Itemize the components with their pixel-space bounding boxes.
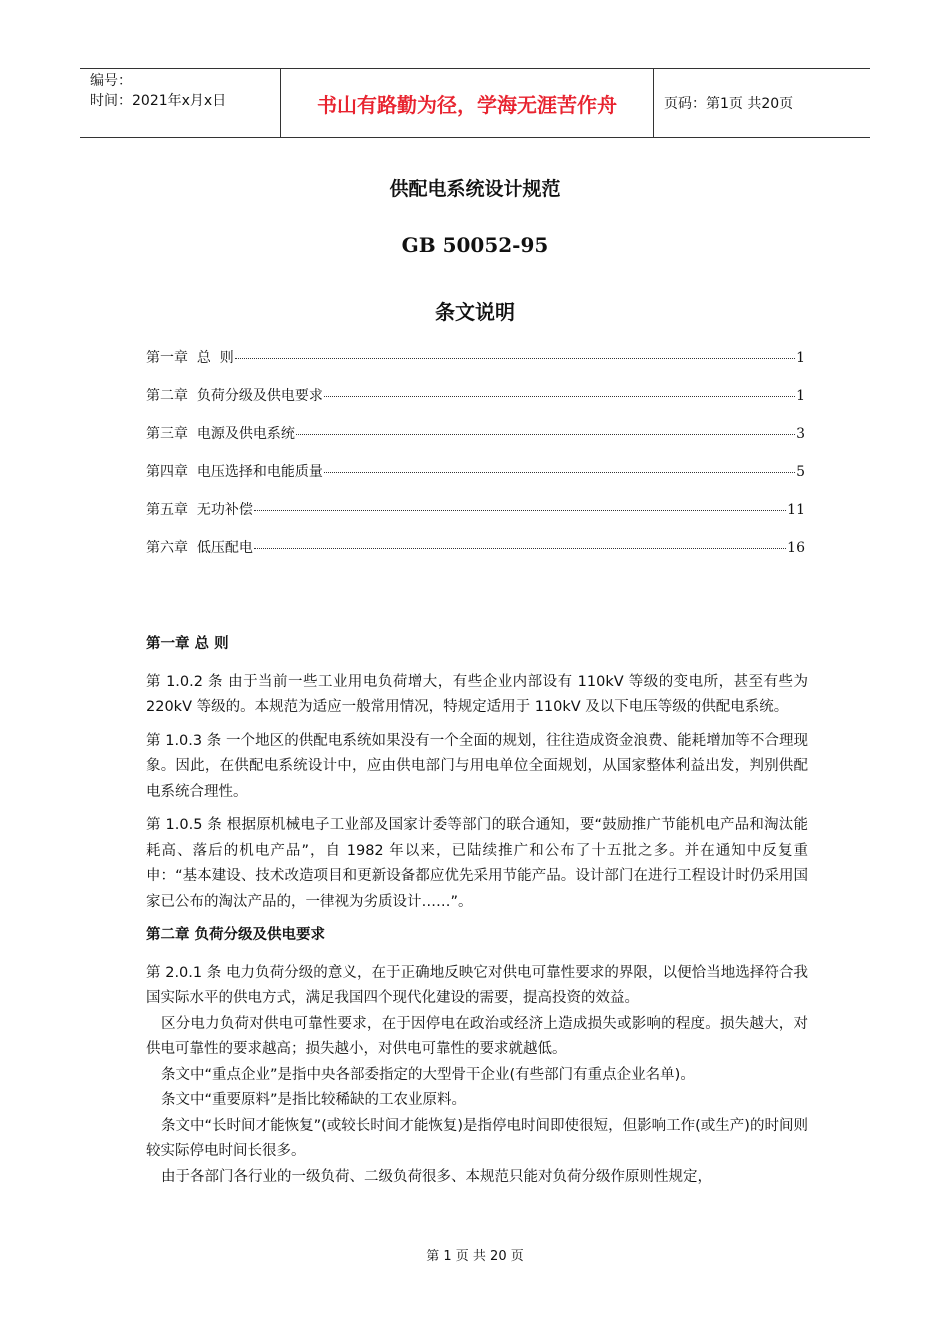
toc-entry[interactable] xyxy=(146,461,805,499)
toc-entry-label: 第三章 电源及供电系统 xyxy=(146,426,295,442)
toc-entry-label: 第六章 低压配电 xyxy=(146,540,253,556)
toc-leader xyxy=(324,396,795,397)
table-of-contents xyxy=(146,347,805,575)
clause-1-0-3: 第 1.0.3 条 一个地区的供配电系统如果没有一个全面的规划，往往造成资金浪费、能耗增加等不合理现象。因此，在供配电系统设计中，应由供电部门与用电单位全面规划，从国家整体利益出发，判别供配电系统合理性。 xyxy=(146,732,808,800)
toc-entry-page: 1 xyxy=(796,350,805,366)
toc-leader xyxy=(324,472,795,473)
toc-entry-label: 第二章 负荷分级及供电要求 xyxy=(146,388,323,404)
toc-entry-page: 5 xyxy=(796,464,805,480)
toc-leader xyxy=(254,548,786,549)
clause-1-0-5: 第 1.0.5 条 根据原机械电子工业部及国家计委等部门的联合通知，要“鼓励推广节能机电产品和淘汰能耗高、落后的机电产品”，自 1982 年以来，已陆续推广和公布了十五批之多。并在通知中反复重申：“基本建设、技术改造项目和更新设备都应优先采用节能产品。设计部门在进行工程设计时仍采用国家已公布的淘汰产品的，一律视为劣质设计……”。 xyxy=(146,817,808,910)
header-meta xyxy=(80,69,281,137)
clause-2-0-1-para-4: 条文中“重要原料”是指比较稀缺的工农业原料。 xyxy=(161,1092,467,1108)
document-body xyxy=(146,632,808,1190)
clause-2-0-1-para-2: 区分电力负荷对供电可靠性要求，在于因停电在政治或经济上造成损失或影响的程度。损失越大，对供电可靠性的要求越高；损失越小，对供电可靠性的要求就越低。 xyxy=(146,1015,808,1057)
document-subtitle: 条文说明 xyxy=(435,300,515,324)
clause-2-0-1: 第 2.0.1 条 电力负荷分级的意义，在于正确地反映它对供电可靠性要求的界限，以便恰当地选择符合我国实际水平的供电方式，满足我国四个现代化建设的需要，提高投资的效益。 xyxy=(146,964,808,1006)
chapter-2-heading: 第二章 负荷分级及供电要求 xyxy=(146,927,326,943)
toc-leader xyxy=(235,358,795,359)
page-header xyxy=(80,68,870,138)
toc-entry-page: 11 xyxy=(787,502,805,518)
toc-entry[interactable] xyxy=(146,537,805,575)
toc-entry[interactable] xyxy=(146,347,805,385)
number-label: 编号： xyxy=(90,73,132,89)
clause-2-0-1-para-5: 条文中“长时间才能恢复”(或较长时间才能恢复)是指停电时间即使很短，但影响工作(或生产)的时间则较实际停电时间长很多。 xyxy=(146,1117,808,1159)
toc-entry-page: 1 xyxy=(796,388,805,404)
toc-leader xyxy=(254,510,786,511)
toc-entry[interactable] xyxy=(146,499,805,537)
clause-2-0-1-para-6: 由于各部门各行业的一级负荷、二级负荷很多、本规范只能对负荷分级作原则性规定， xyxy=(161,1168,712,1185)
toc-entry-label: 第五章 无功补偿 xyxy=(146,502,253,518)
toc-entry-label: 第一章 总 则 xyxy=(146,350,234,366)
toc-entry-page: 3 xyxy=(796,426,805,442)
toc-entry-label: 第四章 电压选择和电能质量 xyxy=(146,464,323,480)
header-motto: 书山有路勤为径，学海无涯苦作舟 xyxy=(281,69,654,137)
document-code: GB 50052-95 xyxy=(401,233,549,257)
header-page-info: 页码：第1页 共20页 xyxy=(664,96,794,112)
page-footer: 第 1 页 共 20 页 xyxy=(426,1249,524,1264)
time-label: 时间：2021年x月x日 xyxy=(90,93,227,109)
clause-2-0-1-para-3: 条文中“重点企业”是指中央各部委指定的大型骨干企业(有些部门有重点企业名单)。 xyxy=(161,1066,695,1083)
chapter-1-heading: 第一章 总 则 xyxy=(146,636,229,652)
toc-entry-page: 16 xyxy=(787,540,805,556)
toc-entry[interactable] xyxy=(146,385,805,423)
toc-leader xyxy=(296,434,795,435)
document-title: 供配电系统设计规范 xyxy=(389,178,561,200)
toc-entry[interactable] xyxy=(146,423,805,461)
clause-1-0-2: 第 1.0.2 条 由于当前一些工业用电负荷增大，有些企业内部设有 110kV 等级的变电所，甚至有些为 220kV 等级的。本规范为适应一般常用情况，特规定适用于 110kV 及以下电压等级的供配电系统。 xyxy=(146,673,808,715)
